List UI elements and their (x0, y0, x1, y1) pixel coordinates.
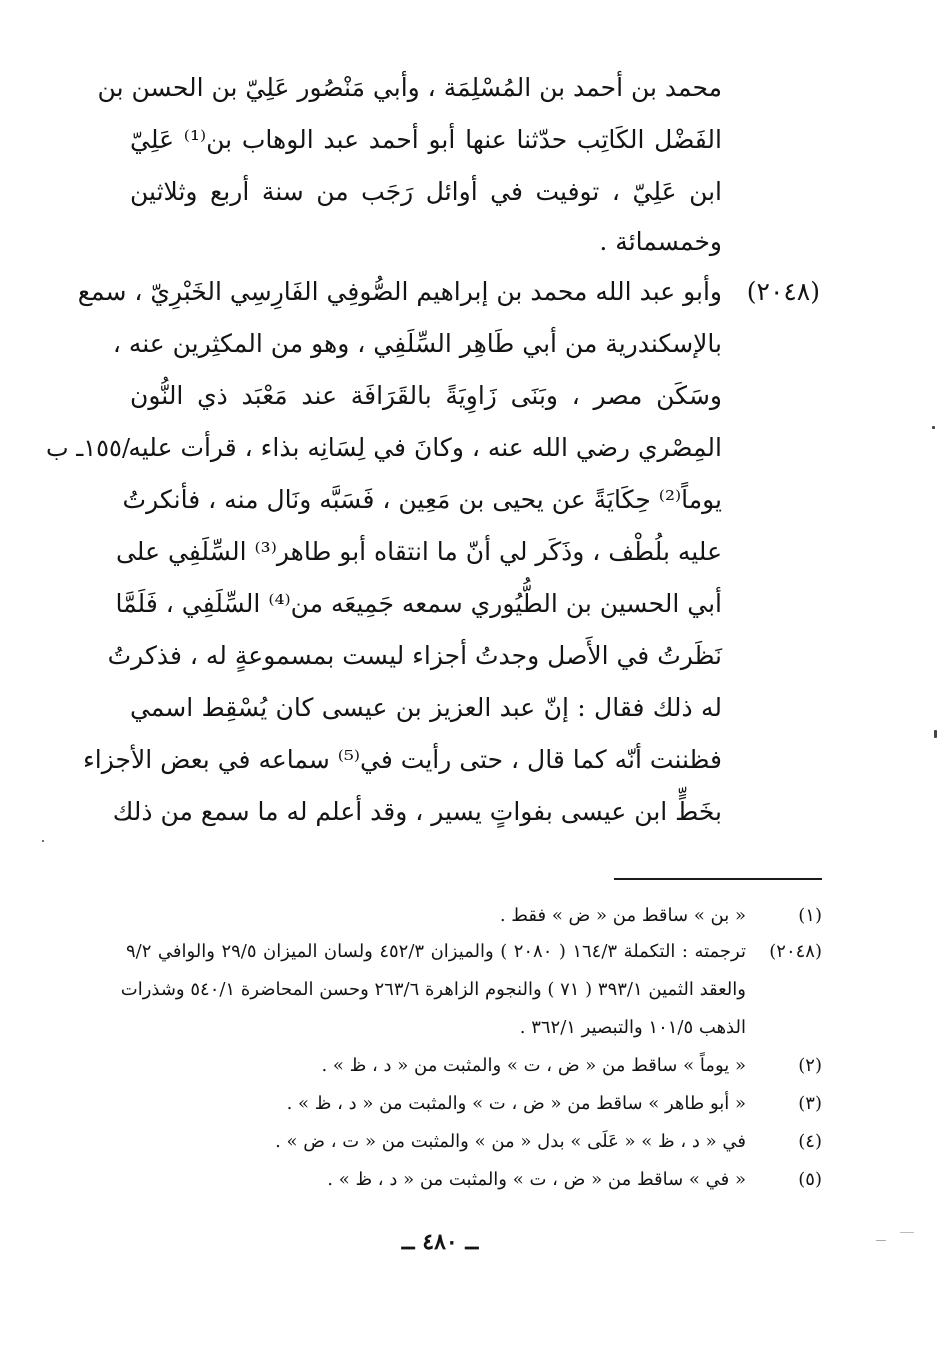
footnote-text: والعقد الثمين ٣٩٣/١ ( ٧١ ) والنجوم الزاهرة ٢٦٣/٦ وحسن المحاضرة ٥٤٠/١ وشذرات (120, 979, 746, 1000)
text-line: له ذلك فقال : إنّ عبد العزيز بن عيسى كان يُسْقِط اسمي (130, 693, 722, 722)
text-line: محمد بن أحمد بن المُسْلِمَة ، وأبي مَنْصُور عَلِيّ بن الحسن بن (97, 73, 722, 102)
footnote-number: (٢٠٤٨) (769, 941, 822, 962)
text-line: وسَكَن مصر ، وبَنَى زَاوِيَةً بالقَرَافَة عند مَعْبَد ذي النُّون (130, 381, 722, 410)
footnote-number: (٤) (798, 1131, 822, 1152)
footnote-number: (٣) (798, 1093, 822, 1114)
text-line: نَظَرتُ في الأَصل وجدتُ أجزاء ليست بمسموعةٍ له ، فذكرتُ (107, 641, 722, 670)
text-line: وخمسمائة . (599, 227, 722, 256)
footnote-text: « يوماً » ساقط من « ض ، ت » والمثبت من « د ، ظ » . (321, 1055, 746, 1076)
text-line: بالإسكندرية من أبي طَاهِر السِّلَفِي ، وهو من المكثِرين عنه ، (112, 329, 722, 358)
scan-speck (932, 426, 935, 429)
text-line: بخَطٍّ ابن عيسى بفواتٍ يسير ، وقد أعلم له ما سمع من ذلك (112, 797, 722, 826)
page-number: ــ ٤٨٠ ــ (401, 1229, 479, 1255)
text-line: وأبو عبد الله محمد بن إبراهيم الصُّوفِي الفَارِسِي الخَبْرِيّ ، سمع (77, 277, 722, 306)
footnote-number: (٥) (798, 1169, 822, 1190)
entry-number: (٢٠٤٨) (746, 277, 820, 306)
text-line: الفَضْل الكَاتِب حدّثنا عنها أبو أحمد عبد الوهاب بن⁽¹⁾ عَلِيّ (130, 125, 722, 154)
footnote-number: (١) (798, 905, 822, 926)
text-line: يوماً⁽²⁾ حِكَايَةً عن يحيى بن مَعِين ، فَسَبَّه ونَال منه ، فأنكرتُ (122, 485, 722, 514)
footnote-text: « بن » ساقط من « ض » فقط . (499, 905, 746, 926)
footnote-text: « في » ساقط من « ض ، ت » والمثبت من « د ، ظ » . (327, 1169, 746, 1190)
footnote-text: الذهب ١٠١/٥ والتبصير ٣٦٢/١ . (519, 1017, 746, 1038)
text-line: فظننت أنّه كما قال ، حتى رأيت في⁽⁵⁾ سماعه في بعض الأجزاء (83, 745, 722, 774)
scan-speck (42, 840, 44, 842)
text-line: عليه بلُطْف ، وذَكَر لي أنّ ما انتقاه أبو طاهر⁽³⁾ السِّلَفِي على (115, 537, 722, 566)
footnote-text: ترجمته : التكملة ١٦٤/٣ ( ٢٠٨٠ ) والميزان ٤٥٢/٣ ولسان الميزان ٢٩/٥ والوافي ٩/٢ (126, 941, 746, 962)
scan-speck (934, 730, 937, 738)
text-line: أبي الحسين بن الطُّيُوري سمعه جَمِيعَه من⁽⁴⁾ السِّلَفِي ، فَلَمَّا (115, 589, 722, 618)
margin-folio-note: /١٥٥ـ ب (46, 434, 131, 462)
text-line: المِصْري رضي الله عنه ، وكانَ في لِسَانِه بذاء ، قرأت عليه (128, 433, 722, 462)
scan-speck (900, 1232, 914, 1233)
footnote-separator (614, 878, 822, 880)
footnote-text: في « د ، ظ » « عَلَى » بدل « من » والمثبت من « ت ، ض » . (275, 1131, 746, 1152)
footnote-number: (٢) (798, 1055, 822, 1076)
scan-speck (876, 1240, 886, 1241)
footnote-text: « أبو طاهر » ساقط من « ض ، ت » والمثبت من « د ، ظ » . (286, 1093, 746, 1114)
text-line: ابن عَلِيّ ، توفيت في أوائل رَجَب من سنة أربع وثلاثين (130, 177, 722, 206)
